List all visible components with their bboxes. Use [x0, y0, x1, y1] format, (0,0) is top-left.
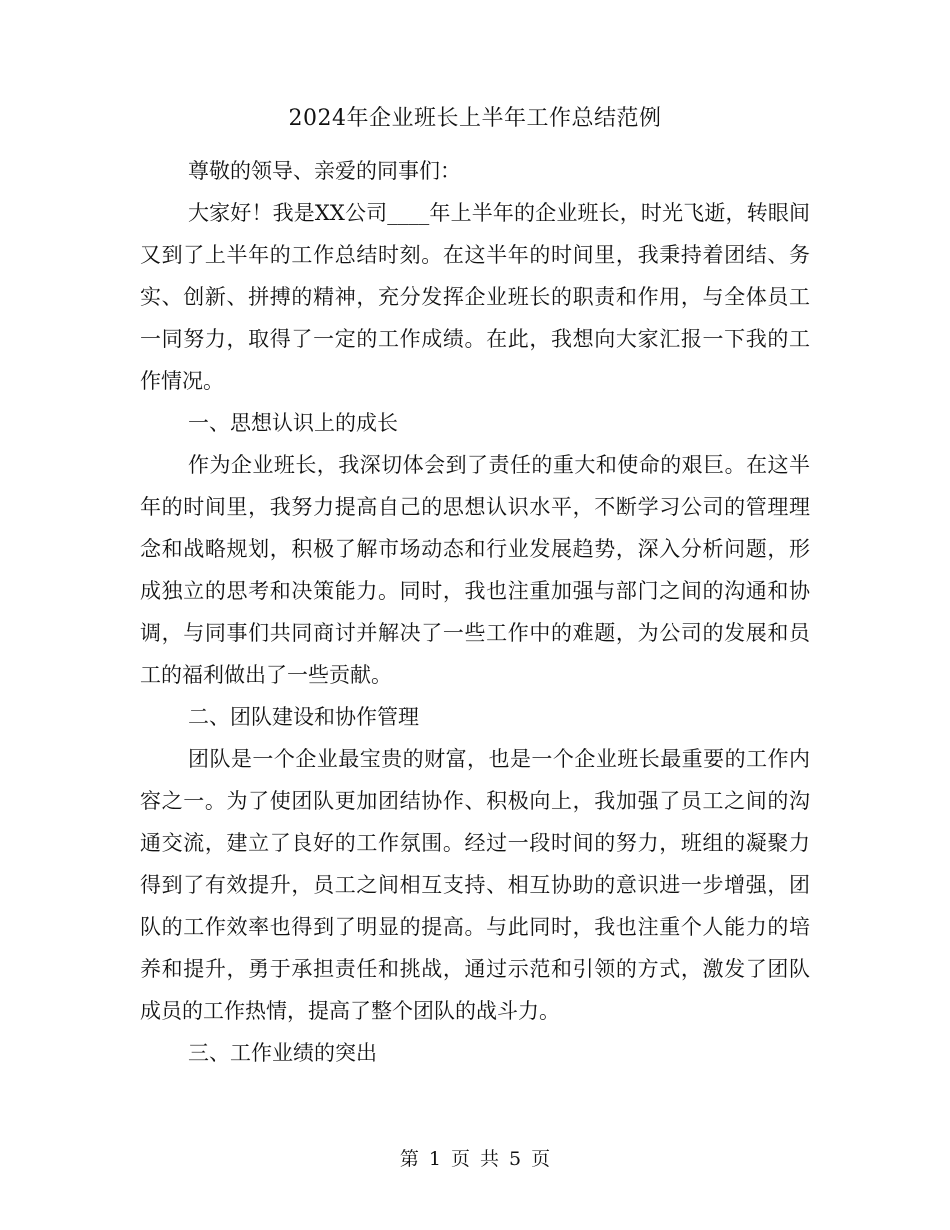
page-number-footer: 第 1 页 共 5 页	[399, 1148, 551, 1170]
section-heading-1: 一、思想认识上的成长	[188, 411, 398, 435]
salutation: 尊敬的领导、亲爱的同事们：	[188, 159, 461, 183]
section-1-paragraph: 作为企业班长，我深切体会到了责任的重大和使命的艰巨。在这半年的时间里，我努力提高自己的思想认识水平，不断学习公司的管理理念和战略规划，积极了解市场动态和行业发展趋势，深入分析问题，形成独立的思考和决策能力。同时，我也注重加强与部门之间的沟通和协调，与同事们共同商讨并解决了一些工作中的难题，为公司的发展和员工的福利做出了一些贡献。	[140, 453, 810, 687]
section-2-paragraph: 团队是一个企业最宝贵的财富，也是一个企业班长最重要的工作内容之一。为了使团队更加团结协作、积极向上，我加强了员工之间的沟通交流，建立了良好的工作氛围。经过一段时间的努力，班组的凝聚力得到了有效提升，员工之间相互支持、相互协助的意识进一步增强，团队的工作效率也得到了明显的提高。与此同时，我也注重个人能力的培养和提升，勇于承担责任和挑战，通过示范和引领的方式，激发了团队成员的工作热情，提高了整个团队的战斗力。	[140, 747, 810, 1023]
section-heading-3: 三、工作业绩的突出	[188, 1041, 377, 1065]
section-heading-2: 二、团队建设和协作管理	[188, 705, 419, 729]
document-title: 2024年企业班长上半年工作总结范例	[288, 106, 662, 131]
intro-paragraph: 大家好！我是XX公司____年上半年的企业班长，时光飞逝，转眼间又到了上半年的工作总结时刻。在这半年的时间里，我秉持着团结、务实、创新、拼搏的精神，充分发挥企业班长的职责和作用，与全体员工一同努力，取得了一定的工作成绩。在此，我想向大家汇报一下我的工作情况。	[140, 201, 810, 393]
document-body	[140, 150, 810, 1074]
